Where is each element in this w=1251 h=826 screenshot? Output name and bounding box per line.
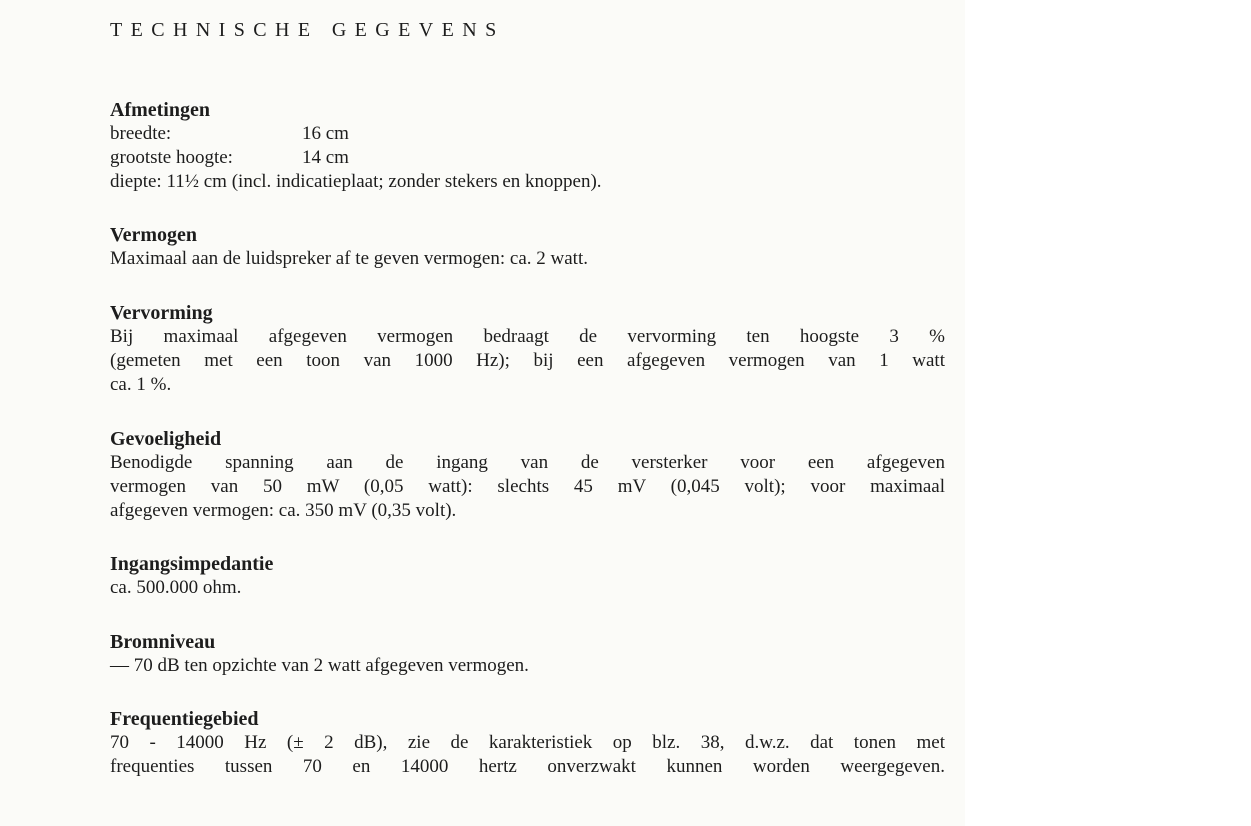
- section-heading: Bromniveau: [110, 631, 216, 653]
- paragraph-line: ca. 1 %.: [110, 374, 172, 395]
- paragraph-line: 70 - 14000 Hz (± 2 dB), zie de karakteristiek op blz. 38, d.w.z. dat tonen met: [110, 732, 945, 753]
- document-body: [110, 14, 945, 779]
- section-vervorming: [110, 301, 945, 397]
- dimension-value: 14 cm: [302, 147, 349, 168]
- paragraph-line: — 70 dB ten opzichte van 2 watt afgegeven vermogen.: [110, 655, 529, 676]
- section-frequentiegebied: [110, 707, 945, 779]
- section-heading: Vermogen: [110, 224, 198, 246]
- section-heading: Frequentiegebied: [110, 708, 259, 730]
- dimension-row-diepte: diepte: 11½ cm (incl. indicatieplaat; zonder stekers en knoppen).: [110, 171, 602, 192]
- paragraph-line: Benodigde spanning aan de ingang van de versterker voor een afgegeven: [110, 452, 945, 473]
- section-vermogen: [110, 223, 945, 271]
- section-heading: Ingangsimpedantie: [110, 553, 274, 575]
- paragraph-line: ca. 500.000 ohm.: [110, 577, 242, 598]
- section-heading: Afmetingen: [110, 99, 210, 121]
- section-afmetingen: [110, 98, 945, 194]
- dimension-label: grootste hoogte:: [110, 147, 233, 168]
- dimension-row-hoogte: [110, 146, 945, 170]
- paragraph-line: Bij maximaal afgegeven vermogen bedraagt de vervorming ten hoogste 3 %: [110, 326, 945, 347]
- paragraph-line: (gemeten met een toon van 1000 Hz); bij een afgegeven vermogen van 1 watt: [110, 350, 945, 371]
- section-gevoeligheid: [110, 427, 945, 523]
- dimension-label: breedte:: [110, 123, 172, 144]
- section-ingangsimpedantie: [110, 552, 945, 600]
- page-title: TECHNISCHE GEGEVENS: [110, 19, 505, 41]
- paragraph-line: afgegeven vermogen: ca. 350 mV (0,35 volt).: [110, 500, 457, 521]
- section-heading: Gevoeligheid: [110, 428, 222, 450]
- section-bromniveau: [110, 630, 945, 678]
- dimension-value: 16 cm: [302, 123, 349, 144]
- paragraph-line: vermogen van 50 mW (0,05 watt): slechts 45 mV (0,045 volt); voor maximaal: [110, 476, 945, 497]
- paragraph-line: Maximaal aan de luidspreker af te geven vermogen: ca. 2 watt.: [110, 248, 588, 269]
- paragraph-line: frequenties tussen 70 en 14000 hertz onverzwakt kunnen worden weergegeven.: [110, 756, 945, 777]
- section-heading: Vervorming: [110, 302, 213, 324]
- dimension-row-breedte: [110, 122, 945, 146]
